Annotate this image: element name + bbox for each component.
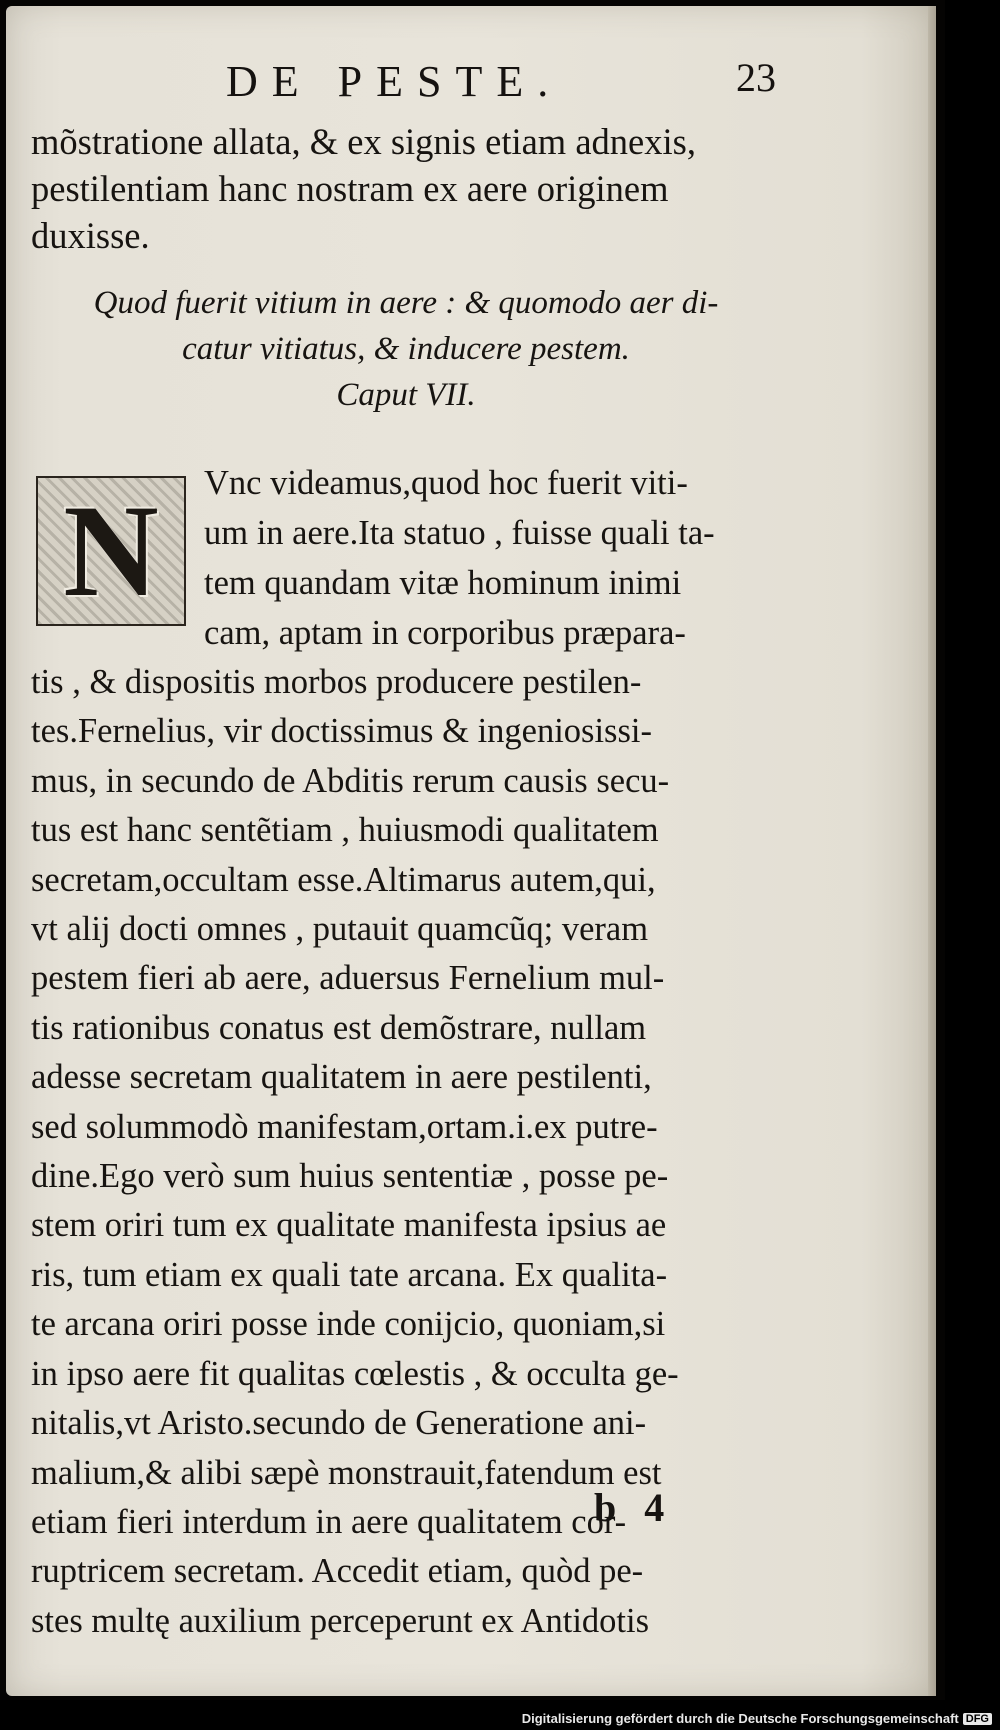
- dfg-logo-icon: DFG: [963, 1713, 992, 1725]
- signature-mark: b 4: [594, 1485, 665, 1530]
- body-text: [31, 658, 679, 1646]
- text-line: cam, aptam in corporibus præpara-: [204, 614, 686, 652]
- running-head: DE PESTE.: [226, 57, 563, 106]
- page-number: 23: [736, 55, 776, 100]
- text-line: te arcana oriri posse inde conijcio, quoniam,si: [31, 1305, 666, 1344]
- heading-line: Caput VII.: [336, 377, 476, 413]
- digitization-footer: [522, 1711, 992, 1726]
- heading-line: catur vitiatus, & inducere pestem.: [182, 331, 630, 367]
- text-line: ruptricem secretam. Accedit etiam, quòd pe-: [31, 1552, 644, 1591]
- text-line: um in aere.Ita statuo , fuisse quali ta-: [204, 514, 715, 552]
- continued-text: [31, 118, 696, 259]
- text-line: nitalis,vt Aristo.secundo de Generatione ani-: [31, 1404, 647, 1443]
- text-line: adesse secretam qualitatem in aere pestilenti,: [31, 1058, 652, 1097]
- text-line: tis , & dispositis morbos producere pestilen-: [31, 663, 642, 701]
- book-page: [6, 6, 936, 1696]
- text-line: pestilentiam hanc nostram ex aere originem: [31, 168, 669, 209]
- text-line: mus, in secundo de Abditis rerum causis secu-: [31, 761, 670, 800]
- indented-paragraph-start: [204, 458, 715, 658]
- text-line: etiam fieri interdum in aere qualitatem cor-: [31, 1502, 627, 1541]
- text-line: vt alij docti omnes , putauit quamcũq; veram: [31, 910, 649, 949]
- page-fore-edge: [928, 6, 936, 1696]
- text-line: in ipso aere fit qualitas cœlestis , & occulta ge-: [31, 1354, 679, 1393]
- chapter-heading: [36, 280, 776, 418]
- text-line: stes multę auxilium perceperunt ex Antidotis: [31, 1601, 650, 1640]
- text-line: tus est hanc sentẽtiam , huiusmodi qualitatem: [31, 811, 659, 850]
- text-line: sed solummodò manifestam,ortam.i.ex putre-: [31, 1107, 658, 1146]
- initial-letter: N: [63, 477, 159, 624]
- text-line: tem quandam vitæ hominum inimi: [204, 564, 682, 602]
- text-line: duxisse.: [31, 215, 150, 256]
- text-line: Vnc videamus,quod hoc fuerit viti-: [204, 464, 688, 502]
- text-line: tes.Fernelius, vir doctissimus & ingeniosissi-: [31, 712, 652, 751]
- text-line: malium,& alibi sæpè monstrauit,fatendum est: [31, 1453, 662, 1492]
- text-line: tis rationibus conatus est demõstrare, nullam: [31, 1008, 647, 1047]
- text-line: secretam,occultam esse.Altimarus autem,qui,: [31, 860, 656, 899]
- text-line: ris, tum etiam ex quali tate arcana. Ex qualita-: [31, 1255, 668, 1294]
- text-line: pestem fieri ab aere, aduersus Fernelium mul-: [31, 959, 665, 998]
- heading-line: Quod fuerit vitium in aere : & quomodo aer di-: [93, 285, 719, 321]
- text-line: dine.Ego verò sum huius sententiæ , posse pe-: [31, 1157, 669, 1196]
- text-line: stem oriri tum ex qualitate manifesta ipsius ae: [31, 1206, 667, 1245]
- decorated-initial: [36, 476, 186, 626]
- text-line: mõstratione allata, & ex signis etiam adnexis,: [31, 121, 696, 162]
- funding-credit: Digitalisierung gefördert durch die Deutsche Forschungsgemeinschaft: [521, 1711, 959, 1726]
